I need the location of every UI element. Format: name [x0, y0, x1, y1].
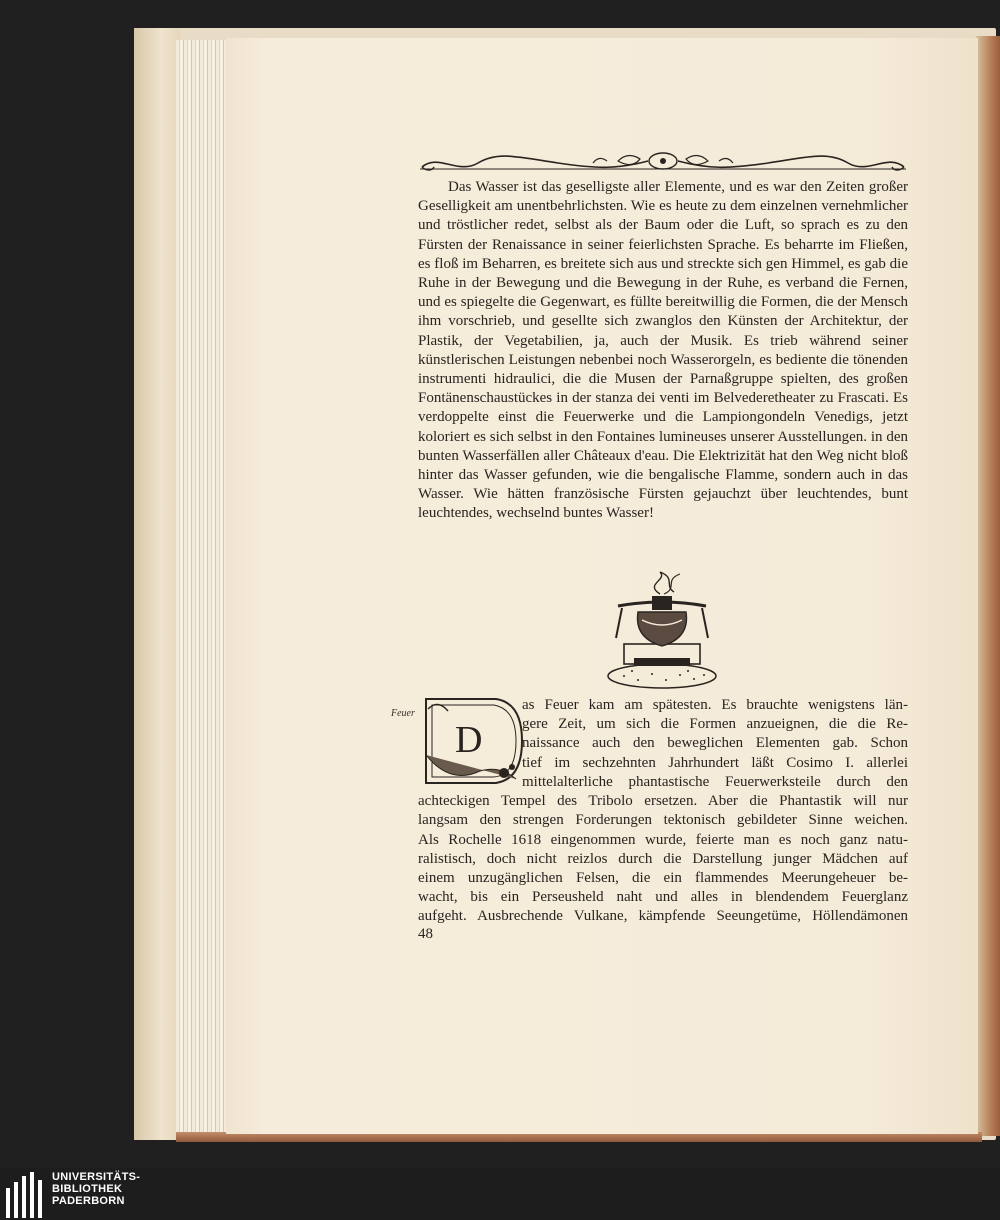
logo-line-1: UNIVERSITÄTS- [52, 1171, 141, 1183]
paragraph-fire-beside-initial [522, 696, 908, 773]
urn-vignette-icon [604, 568, 720, 690]
library-logo-text [52, 1171, 140, 1207]
library-logo-icon [6, 1172, 46, 1218]
page-right-edge [976, 36, 1000, 1136]
text-line: gere Zeit, um sich die Formen anzueignen, die die Re- [522, 716, 908, 733]
text-line: aufgeht. Ausbrechende Vulkane, kämpfende Seeungetüme, Höllendämonen [418, 908, 908, 925]
page-number: 48 [418, 926, 433, 942]
logo-line-2: BIBLIOTHEK [52, 1183, 123, 1195]
paragraph-fire-rest [418, 773, 908, 927]
initial-letter: D [455, 719, 483, 761]
logo-line-3: PADERBORN [52, 1195, 125, 1207]
paragraph-water [418, 178, 908, 524]
text-line: langsam den strengen Forderungen tektonisch gebildeter Sinne weichen. [418, 812, 908, 829]
text-line: as Feuer kam am spätesten. Es brauchte wenigstens län- [522, 697, 908, 713]
text-line: wacht, bis ein Perseusheld naht und alles in blendendem Feuerglanz [418, 889, 908, 906]
text-line: Als Rochelle 1618 eingenommen wurde, feierte man es noch ganz natu- [418, 831, 908, 848]
text-line: einem unzugänglichen Felsen, die ein flammendes Meerungeheuer be- [418, 870, 908, 887]
margin-note-fire: Feuer [391, 708, 415, 719]
text-line: ralistisch, doch nicht reizlos durch die Darstellung junger Mädchen auf [418, 850, 908, 867]
text-line: tief im sechzehnten Jahrhundert läßt Cosimo I. allerlei [522, 754, 908, 771]
text-line: mittelalterliche phantastische Feuerwerksteile durch den [522, 774, 908, 790]
text-line: naissance auch den beweglichen Elementen gab. Schon [522, 735, 908, 752]
text-line: achteckigen Tempel des Tribolo ersetzen. Aber die Phantastik will nur [418, 793, 908, 810]
book-cover-edge [134, 28, 180, 1140]
paragraph-water-text: Das Wasser ist das geselligste aller Elemente, und es war den Zeiten großer Geselligkeit am unentbehrlichsten. Wie es heute zu dem einzelnen vernehmlicher und tröstlicher redet, selbst als der Baum oder die Luft, so sprach es zu den Fürsten der Renaissance in seiner feierlichsten Sprache. Es beharrte im Fließen, es floß im Beharren, es breitete sich aus und streckte sich gen Himmel, es gab die Ruhe in der Bewegung und die Bewegung in der Ruhe, es verband die Fernen, und es spiegelte die Gegenwart, es füllte bereitwillig die Formen, die der Mensch ihm vorschrieb, und gesellte sich zwanglos den Künsten der Architektur, der Plastik, der Vegetabilien, ja, auch der Musik. Es trieb während seiner künstlerischen Leistungen nebenbei noch Wasserorgeln, es bediente die tönenden instrumenti hidraulici, die die Musen der Parnaßgruppe spielten, des großen Fontänenschaustückes in der stanza dei venti im Belvederetheater zu Frascati. Es verdoppelte einst die Feuerwerke und die Lampiongondeln Venedigs, jetzt koloriert es sich selbst in den Fontaines lumineuses unserer Ausstellungen. in den bunten Wasserfällen aller Châteaux d'eau. Die Elektrizität hat den Weg nicht bloß hinter das Wasser gefunden, wie die bengalische Flamme, sondern auch in das Wasser. Wie hätten französische Fürsten gejauchzt über leuchtendes, bunt leuchtendes, wechselnd buntes Wasser! [418, 179, 908, 522]
library-footer [0, 1168, 1000, 1220]
header-ornament-icon [418, 149, 908, 177]
